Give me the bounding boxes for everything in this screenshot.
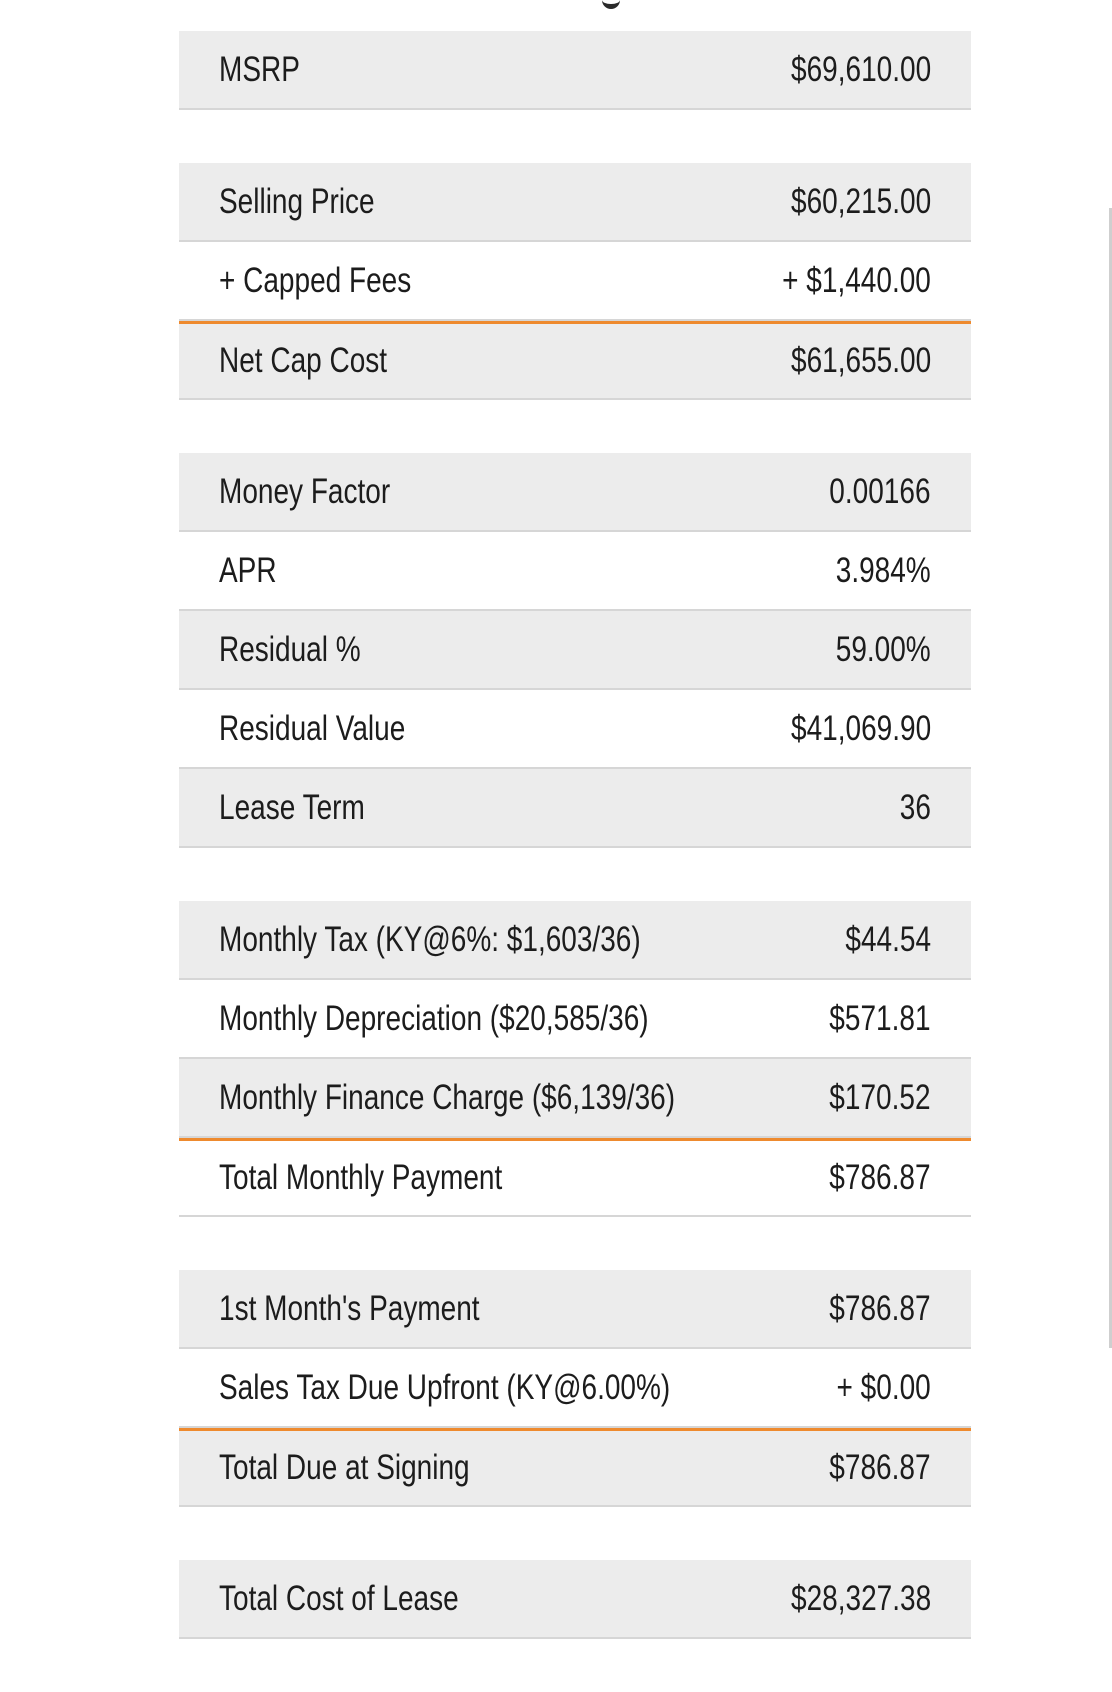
residual-value-value: $41,069.90 [790,708,931,748]
residual-value-label: Residual Value [219,708,406,748]
residual-percent-label: Residual % [219,629,361,669]
apr-value: 3.984% [836,550,931,590]
due-at-signing-group [179,1270,971,1507]
total-due-at-signing-value: $786.87 [829,1448,931,1487]
lease-term-value: 36 [899,787,931,827]
monthly-finance-charge-row [179,1059,971,1138]
selling-price-row [179,163,971,242]
capped-fees-value: + $1,440.00 [782,260,931,300]
net-cap-cost-row [179,321,971,400]
money-factor-value: 0.00166 [829,471,931,511]
first-month-payment-label: 1st Month's Payment [219,1288,480,1328]
msrp-label: MSRP [219,49,300,89]
total-cost-of-lease-value: $28,327.38 [790,1578,931,1618]
monthly-depreciation-row [179,980,971,1059]
monthly-finance-charge-value: $170.52 [829,1077,931,1117]
msrp-value: $69,610.00 [790,49,931,89]
first-month-payment-value: $786.87 [829,1288,931,1328]
capped-fees-row [179,242,971,321]
total-cost-group [179,1560,971,1639]
money-factor-label: Money Factor [219,471,391,511]
selling-price-label: Selling Price [219,181,375,221]
monthly-finance-charge-label: Monthly Finance Charge ($6,139/36) [219,1077,676,1117]
net-cap-cost-label: Net Cap Cost [219,341,388,380]
total-monthly-payment-value: $786.87 [829,1158,931,1197]
monthly-payment-group [179,901,971,1217]
monthly-depreciation-value: $571.81 [829,998,931,1038]
money-factor-row [179,453,971,532]
residual-percent-row [179,611,971,690]
total-cost-of-lease-label: Total Cost of Lease [219,1578,459,1618]
clipped-heading-fragment [602,0,620,9]
lease-term-row [179,769,971,848]
first-month-payment-row [179,1270,971,1349]
monthly-tax-row [179,901,971,980]
msrp-row [179,31,971,110]
cap-cost-group [179,163,971,400]
total-monthly-payment-row [179,1138,971,1217]
net-cap-cost-value: $61,655.00 [790,341,931,380]
lease-term-label: Lease Term [219,787,365,827]
total-monthly-payment-label: Total Monthly Payment [219,1158,503,1197]
capped-fees-label: + Capped Fees [219,260,412,300]
apr-label: APR [219,550,277,590]
lease-breakdown-table [179,31,971,1692]
lease-terms-group [179,453,971,848]
residual-value-row [179,690,971,769]
total-cost-of-lease-row [179,1560,971,1639]
monthly-tax-label: Monthly Tax (KY@6%: $1,603/36) [219,919,641,959]
sales-tax-upfront-value: + $0.00 [836,1367,931,1407]
sales-tax-upfront-row [179,1349,971,1428]
residual-percent-value: 59.00% [836,629,931,669]
monthly-tax-value: $44.54 [845,919,931,959]
selling-price-value: $60,215.00 [790,181,931,221]
sales-tax-upfront-label: Sales Tax Due Upfront (KY@6.00%) [219,1367,671,1407]
total-due-at-signing-row [179,1428,971,1507]
total-due-at-signing-label: Total Due at Signing [219,1448,470,1487]
msrp-group [179,31,971,110]
monthly-depreciation-label: Monthly Depreciation ($20,585/36) [219,998,649,1038]
apr-row [179,532,971,611]
